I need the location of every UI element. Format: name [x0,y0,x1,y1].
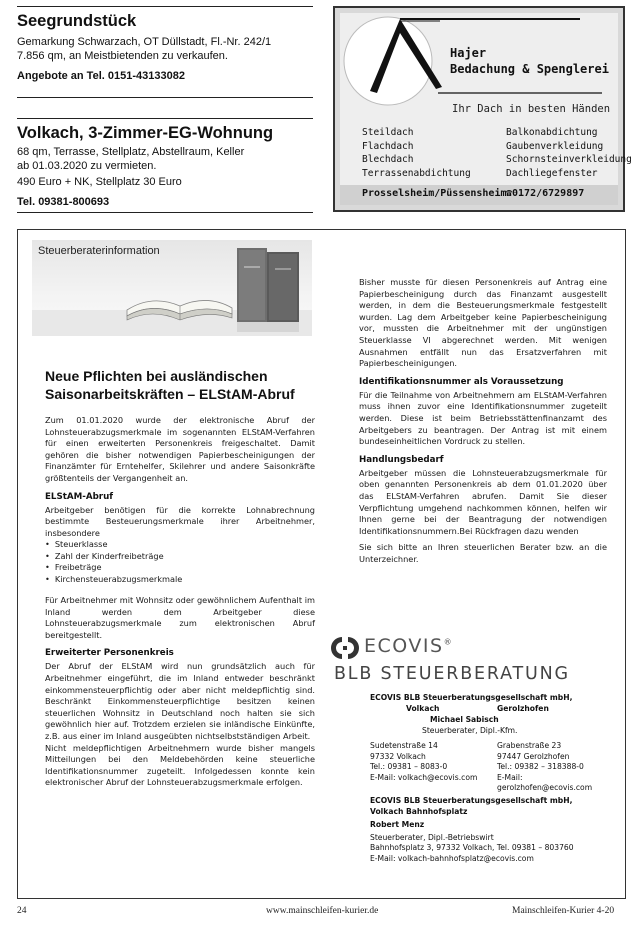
hajer-name-line2: Bedachung & Spenglerei [450,62,609,76]
section-text: Für Arbeitnehmer mit Wohnsitz oder gewöhnlichem Aufenthalt im Inland werden dem Arbeitgeber diese Lohnsteuerabzugsmerkmale zum elektronischen Abruf bereitgestellt. [45,594,315,640]
person-name: Robert Menz [370,820,425,830]
ecovis-role1: Steuerberater, Dipl.-Kfm. [422,726,518,735]
hajer-company-name [450,45,609,77]
address-line: Tel.: 09381 – 8083-0 [370,762,448,772]
service-item: Gaubenverkleidung [506,140,604,152]
ad-title: Seegrundstück [17,12,137,30]
service-item: Terrassenabdichtung [362,167,471,179]
footer-issue: Mainschleifen-Kurier 4-20 [512,906,615,916]
hajer-ad-panel [340,13,632,205]
classified-ad-seegrundstueck [17,11,313,83]
ecovis-brand-text: ECOVIS [364,635,444,657]
person-role: Steuerberater, Dipl.-Betriebswirt [370,832,494,842]
service-item: Blechdach [362,154,414,165]
service-item: Steildach [362,127,414,138]
hajer-services-left [362,126,471,180]
section-text: Bisher musste für diesen Personenkreis auf Antrag eine Papierbescheinigung durch das Finanzamt ausgestellt werden, in dem die Besteuerungsmerkmale festgestellt wurden. Lag dem Arbeitgeber keine Papierbescheinigung vor, mussten die Arbeitnehmer mit der ungünstigen Steuerklasse VI abgerechnet werden. Mit wenigen Ausnahmen entfällt nun das Ersatzverfahren mit Papierbescheinigungen. [359,277,607,369]
email-link[interactable]: E-Mail: gerolzhofen@ecovis.com [497,772,593,793]
address-line: Grabenstraße 23 [497,741,562,750]
hajer-name-line1: Hajer [450,46,487,60]
ad-line: Gemarkung Schwarzach, OT Düllstadt, Fl.-Nr. 242/1 [17,36,272,48]
ad-line: 490 Euro + NK, Stellplatz 30 Euro [17,176,182,188]
section-heading: ELStAM-Abruf [45,491,114,502]
service-item: Balkonabdichtung [506,127,598,138]
section-heading: Erweiterter Personenkreis [45,648,174,659]
ecovis-company-name: ECOVIS BLB Steuerberatungsgesellschaft mbH, [370,796,573,805]
classified-ad-wohnung [17,123,313,209]
address-line: Sudetenstraße 14 [370,741,438,750]
section-text: Der Abruf der ELStAM wird nun grundsätzlich auch für Arbeitnehmer eingeführt, die im Inland entweder beschränkt einkommensteuerpflichtig oder aber nicht meldepflichtig sind. Beschränkt Einkommensteuerpflichtige besitzen keinen steuerlichen Wohnsitz in Deutschland noch halten sie sich gewöhnlich hier auf. Trotzdem erzielen sie inländische Einkünfte, z.B. aus einer im Inland ausgeübten nichtselbstständigen Arbeit. [45,661,315,741]
email-link[interactable]: E-Mail: volkach@ecovis.com [370,772,478,782]
page-number: 24 [17,906,27,916]
service-item: Schornsteinverkleidung [506,154,632,165]
banner-label: Steuerberaterinformation [38,245,160,257]
address-line: Bahnhofsplatz 3, 97332 Volkach, Tel. 09381 – 803760 [370,843,574,853]
address-line: Tel.: 09382 – 318388-0 [497,762,584,772]
city-label: Gerolzhofen [497,704,549,713]
hajer-location: Prosselsheim/Püssensheim [362,188,507,199]
ecovis-city-gerolzhofen [497,704,549,715]
ad-title: Volkach, 3-Zimmer-EG-Wohnung [17,124,274,142]
hajer-advertisement [333,6,632,212]
ecovis-address-volkach [370,741,477,783]
service-item: Flachdach [362,140,414,152]
ad-phone: Angebote an Tel. 0151-43133082 [17,70,185,82]
article-headline: Neue Pflichten bei ausländischen Saisonarbeitskräften – ELStAM-Abruf [45,368,295,402]
service-item: Dachliegefenster [506,167,598,179]
footer-url[interactable]: www.mainschleifen-kurier.de [266,906,379,916]
merkmale-list [45,539,315,585]
ecovis-blb-title: BLB STEUERBERATUNG [334,664,570,684]
ecovis-brand [364,635,453,657]
registered-mark: ® [443,637,454,647]
address-line: 97447 Gerolzhofen [497,751,570,761]
list-item: • Kirchensteuerabzugsmerkmale [45,574,315,585]
ecovis-bahnhofsplatz [370,796,574,865]
section-heading: Handlungsbedarf [359,454,444,465]
ecovis-logo-icon [328,635,362,661]
email-link[interactable]: E-Mail: volkach-bahnhofsplatz@ecovis.com [370,853,534,863]
ecovis-person1 [430,715,499,726]
article-right-column [359,277,607,570]
ad-bottom-rule [17,212,313,213]
ecovis-company-name: ECOVIS BLB Steuerberatungsgesellschaft mbH, [370,693,573,702]
ecovis-address-gerolzhofen [497,741,616,794]
ad-top-rule [17,6,313,7]
hajer-services-right [506,126,632,180]
ad-divider [17,97,313,98]
article-left-column [45,415,315,794]
list-item: • Steuerklasse [45,539,315,550]
list-item: • Zahl der Kinderfreibeträge [45,551,315,562]
article-banner [32,240,312,336]
section-text: Sie sich bitte an Ihren steuerlichen Berater bzw. an die Unterzeichner. [359,542,607,564]
ad-line: 68 qm, Terrasse, Stellplatz, Abstellraum, Keller [17,146,245,158]
article-intro: Zum 01.01.2020 wurde der elektronische Abruf der Lohnsteuerabzugsmerkmale im sogenannten ELStAM-Verfahren für einen erweiterten Personenkreis freigeschaltet. Damit gehören die bisher notwendigen Papierbescheinigungen der Finanzämter für Erntehelfer, Skilehrer und andere Saisonkräfte größtenteils der Vergangenheit an. [45,415,315,483]
ad-phone: Tel. 09381-800693 [17,195,110,208]
section-text: Arbeitgeber müssen die Lohnsteuerabzugsmerkmale für oben genannten Personenkreis ab dem 01.01.2020 über das ELStAM-Verfahren abrufen. Damit Sie dieser Verpflichtung umgehend nachkommen können, helfen wir Ihnen gerne bei der Beantragung der notwendigen Identifikationsnummern.Bei Rückfragen dazu wenden [359,467,607,536]
hajer-phone: ☎0172/6729897 [506,188,585,199]
section-text: Nicht meldepflichtigen Arbeitnehmern wurde bisher mangels Mitteilungen bei den Meldebehörden keine steuerliche Identifikationsnummer zugeteilt. Infolgedessen konnte kein elektronischer Abruf der Lohnsteuerabzugsmerkmale erfolgen. [45,742,315,788]
ecovis-city-volkach [406,704,439,715]
section-text: Für die Teilnahme von Arbeitnehmern am ELStAM-Verfahren muss ihnen zuvor eine Identifikationsnummer zugeteilt werden. Diese ist beim Betriebsstättenfinanzamt des Arbeitgebers zu beantragen. Der Antrag ist mit einem bundeseinheitlichen Vordruck zu stellen. [359,389,607,447]
section-heading: Identifikationsnummer als Voraussetzung [359,376,564,387]
city-label: Volkach [406,704,440,713]
ecovis-branch-name: Volkach Bahnhofsplatz [370,806,468,816]
ecovis-company [370,693,572,704]
ad-divider [17,118,313,119]
address-line: 97332 Volkach [370,751,426,761]
ad-line: ab 01.03.2020 zu vermieten. [17,159,157,172]
person-name: Michael Sabisch [430,715,499,724]
tax-advisor-article [17,229,626,899]
ad-line: 7.856 qm, an Meistbietenden zu verkaufen. [17,49,228,62]
hajer-slogan: Ihr Dach in besten Händen [452,103,611,115]
section-text: Arbeitgeber benötigen für die korrekte Lohnabrechnung bestimmte Besteuerungsmerkmale ihrer Arbeitnehmer, insbesondere [45,504,315,538]
list-item: • Freibeträge [45,562,315,573]
